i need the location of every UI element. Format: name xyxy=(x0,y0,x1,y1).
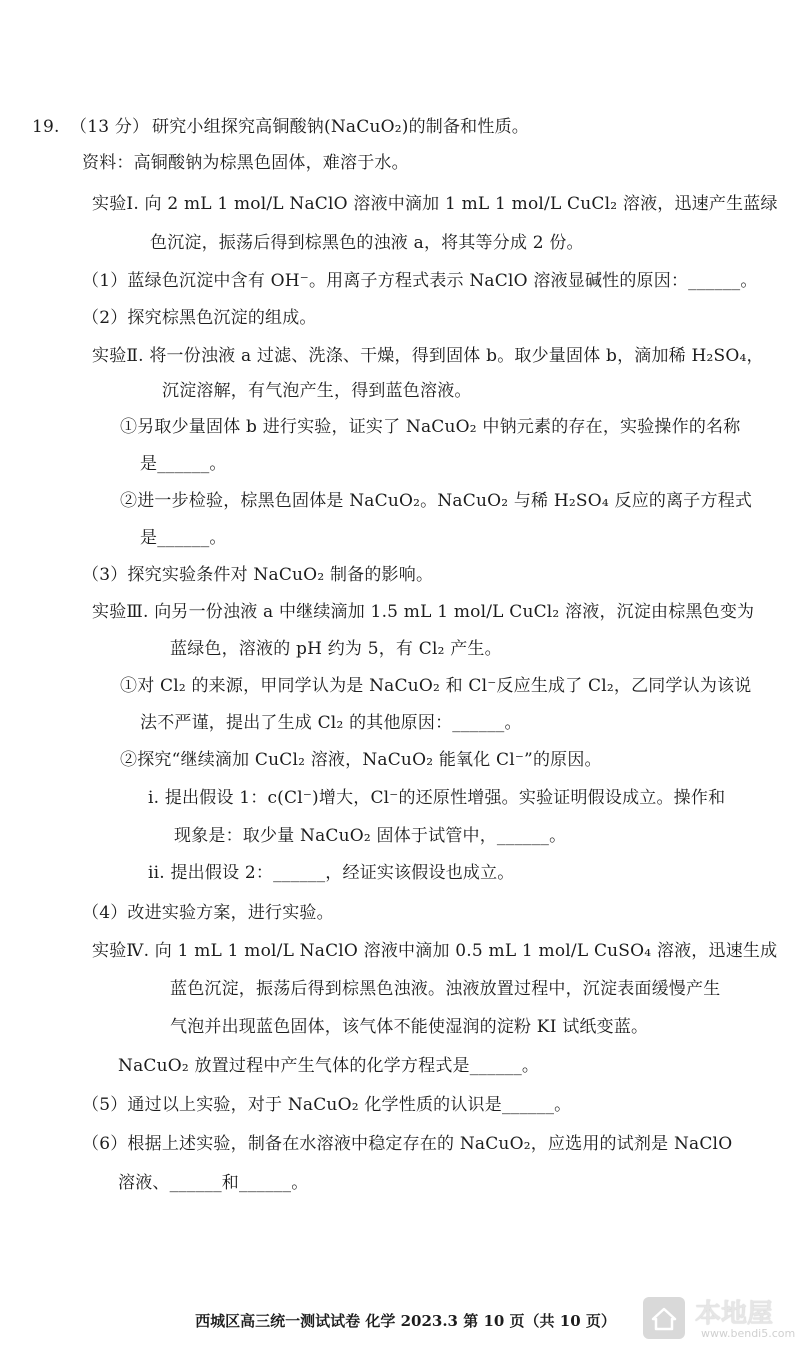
watermark xyxy=(643,1293,796,1345)
question-4-ask: NaCuO₂ 放置过程中产生气体的化学方程式是______。 xyxy=(118,1056,540,1076)
question-3: （3）探究实验条件对 NaCuO₂ 制备的影响。 xyxy=(82,565,434,585)
question-3-2: ②探究“继续滴加 CuCl₂ 溶液，NaCuO₂ 能氧化 Cl⁻”的原因。 xyxy=(120,750,602,770)
question-3-2-ii: ii. 提出假设 2：______，经证实该假设也成立。 xyxy=(148,863,515,883)
page-footer: 西城区高三统一测试试卷 化学 2023.3 第 10 页（共 10 页） xyxy=(195,1312,616,1330)
watermark-logo xyxy=(643,1297,685,1339)
question-1: （1）蓝绿色沉淀中含有 OH⁻。用离子方程式表示 NaClO 溶液显碱性的原因：______。 xyxy=(82,271,758,291)
question-3-1-line-2: 法不严谨，提出了生成 Cl₂ 的其他原因：______。 xyxy=(140,713,522,733)
experiment-1-line-1: 实验Ⅰ. 向 2 mL 1 mol/L NaClO 溶液中滴加 1 mL 1 mol/L CuCl₂ 溶液，迅速产生蓝绿 xyxy=(92,194,778,214)
house-icon xyxy=(651,1307,677,1331)
question-2-2-line-2: 是______。 xyxy=(140,528,227,548)
experiment-3-line-2: 蓝绿色，溶液的 pH 约为 5，有 Cl₂ 产生。 xyxy=(170,639,502,659)
watermark-title: 本地屋 xyxy=(695,1299,774,1329)
question-5: （5）通过以上实验，对于 NaCuO₂ 化学性质的认识是______。 xyxy=(82,1095,572,1115)
question-6-line-2: 溶液、______和______。 xyxy=(118,1173,309,1193)
experiment-2-line-2: 沉淀溶解，有气泡产生，得到蓝色溶液。 xyxy=(162,381,472,401)
experiment-3-line-1: 实验Ⅲ. 向另一份浊液 a 中继续滴加 1.5 mL 1 mol/L CuCl₂ 溶液，沉淀由棕黑色变为 xyxy=(92,602,755,622)
experiment-2-line-1: 实验Ⅱ. 将一份浊液 a 过滤、洗涤、干燥，得到固体 b。取少量固体 b，滴加稀 H₂SO₄， xyxy=(92,346,764,366)
question-4: （4）改进实验方案，进行实验。 xyxy=(82,903,334,923)
question-3-2-i-line-2: 现象是：取少量 NaCuO₂ 固体于试管中，______。 xyxy=(174,826,567,846)
question-score: （13 分） xyxy=(70,117,150,137)
question-title: 研究小组探究高铜酸钠(NaCuO₂)的制备和性质。 xyxy=(152,117,529,137)
question-2-1-line-1: ①另取少量固体 b 进行实验，证实了 NaCuO₂ 中钠元素的存在，实验操作的名称 xyxy=(120,417,741,437)
question-2-1-line-2: 是______。 xyxy=(140,454,227,474)
question-2-2-line-1: ②进一步检验，棕黑色固体是 NaCuO₂。NaCuO₂ 与稀 H₂SO₄ 反应的离子方程式 xyxy=(120,491,753,511)
question-number: 19. xyxy=(32,117,60,137)
question-3-1-line-1: ①对 Cl₂ 的来源，甲同学认为是 NaCuO₂ 和 Cl⁻反应生成了 Cl₂，乙同学认为该说 xyxy=(120,676,752,696)
watermark-url: www.bendi5.com xyxy=(701,1327,796,1340)
question-6-line-1: （6）根据上述实验，制备在水溶液中稳定存在的 NaCuO₂，应选用的试剂是 NaClO xyxy=(82,1134,733,1154)
material-note: 资料：高铜酸钠为棕黑色固体，难溶于水。 xyxy=(82,153,409,173)
experiment-4-line-2: 蓝色沉淀，振荡后得到棕黑色浊液。浊液放置过程中，沉淀表面缓慢产生 xyxy=(170,979,721,999)
experiment-1-line-2: 色沉淀，振荡后得到棕黑色的浊液 a，将其等分成 2 份。 xyxy=(150,233,584,253)
question-2: （2）探究棕黑色沉淀的组成。 xyxy=(82,308,317,328)
question-3-2-i-line-1: i. 提出假设 1：c(Cl⁻)增大，Cl⁻的还原性增强。实验证明假设成立。操作和 xyxy=(148,788,726,808)
experiment-4-line-1: 实验Ⅳ. 向 1 mL 1 mol/L NaClO 溶液中滴加 0.5 mL 1 mol/L CuSO₄ 溶液，迅速生成 xyxy=(92,941,778,961)
experiment-4-line-3: 气泡并出现蓝色固体，该气体不能使湿润的淀粉 KI 试纸变蓝。 xyxy=(170,1017,649,1037)
